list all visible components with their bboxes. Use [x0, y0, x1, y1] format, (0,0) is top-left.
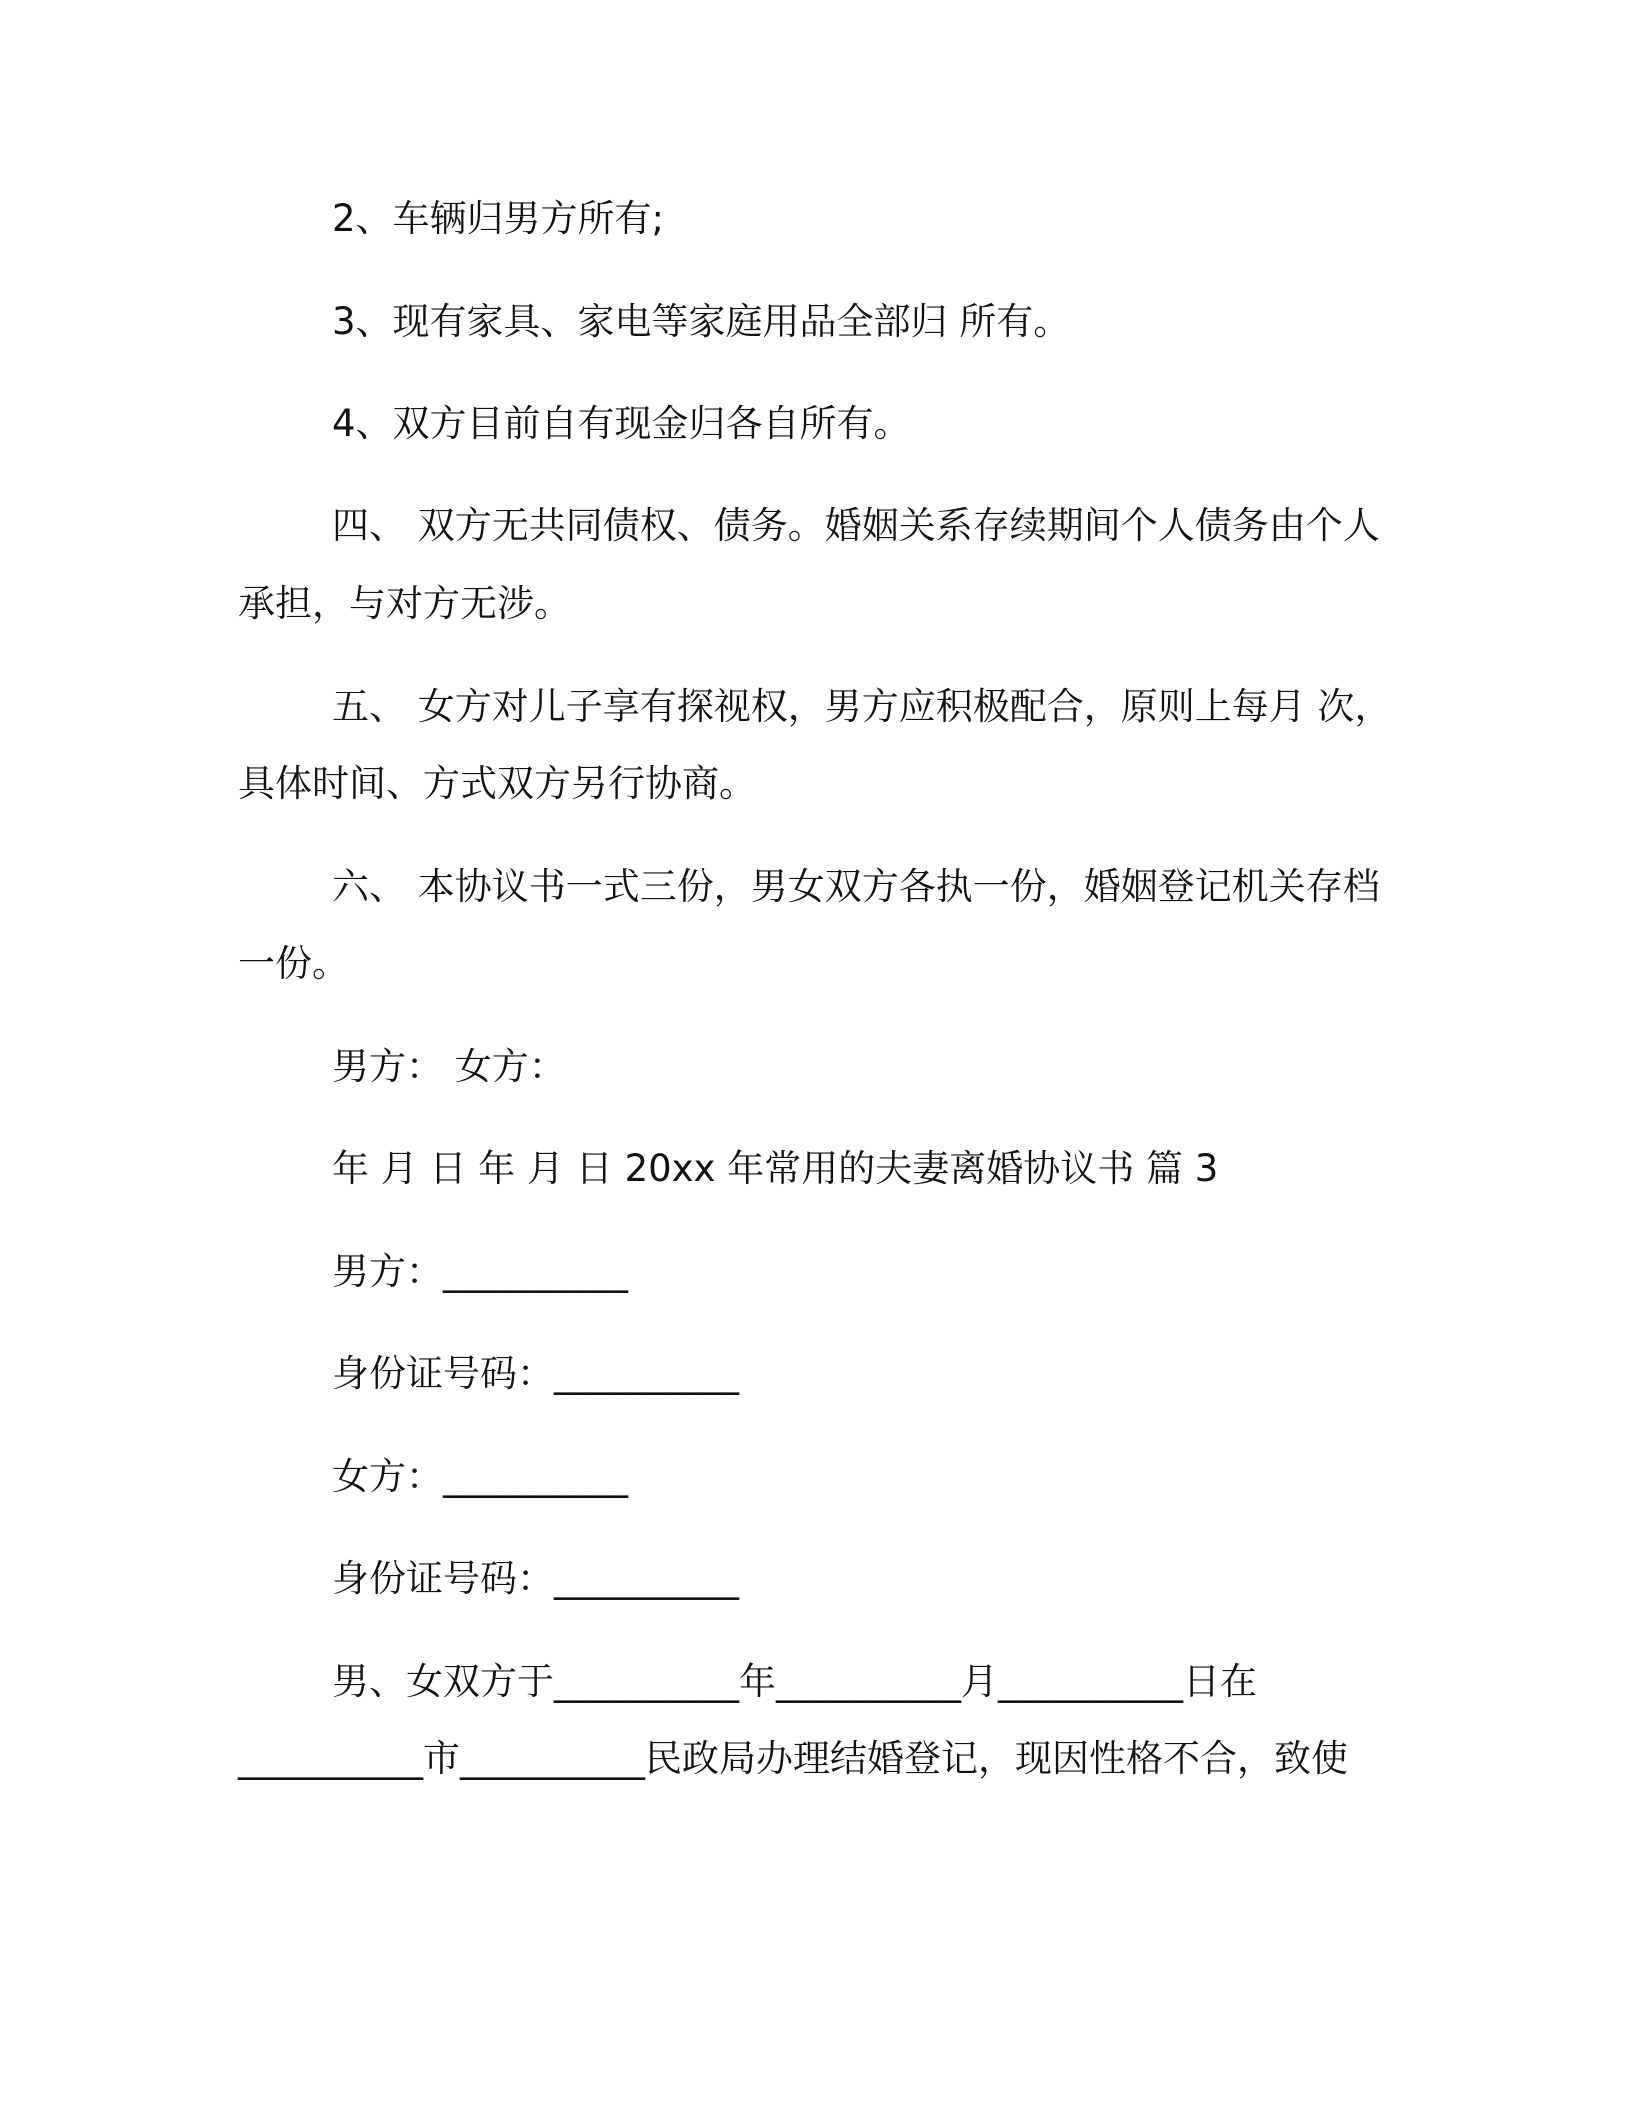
clause-5-line-2: 具体时间、方式双方另行协商。: [238, 762, 756, 805]
clause-3-item-4: 4、双方目前自有现金归各自所有。: [332, 402, 911, 445]
signature-parties: 男方： 女方：: [332, 1045, 566, 1088]
husband-id-field: 身份证号码：__________: [332, 1352, 739, 1395]
clause-4-line-1: 四、 双方无共同债权、债务。婚姻关系存续期间个人债务由个人: [332, 504, 1380, 547]
wife-name-field: 女方：__________: [332, 1455, 628, 1498]
clause-6-line-1: 六、 本协议书一式三份，男女双方各执一份，婚姻登记机关存档: [332, 865, 1380, 908]
clause-5-line-1: 五、 女方对儿子享有探视权，男方应积极配合，原则上每月 次，: [332, 685, 1392, 728]
clause-4-line-2: 承担，与对方无涉。: [238, 582, 571, 625]
husband-name-field: 男方：__________: [332, 1250, 628, 1293]
marriage-registration-line-1: 男、女双方于__________年__________月__________日在: [332, 1660, 1257, 1703]
clause-3-item-2: 2、车辆归男方所有;: [332, 197, 665, 240]
clause-3-item-3: 3、现有家具、家电等家庭用品全部归 所有。: [332, 300, 1071, 343]
wife-id-field: 身份证号码：__________: [332, 1557, 739, 1600]
marriage-registration-line-2: __________市__________民政局办理结婚登记，现因性格不合，致使: [238, 1737, 1348, 1780]
signature-dates-and-heading: 年 月 日 年 月 日 20xx 年常用的夫妻离婚协议书 篇 3: [332, 1147, 1219, 1190]
clause-6-line-2: 一份。: [238, 942, 349, 985]
